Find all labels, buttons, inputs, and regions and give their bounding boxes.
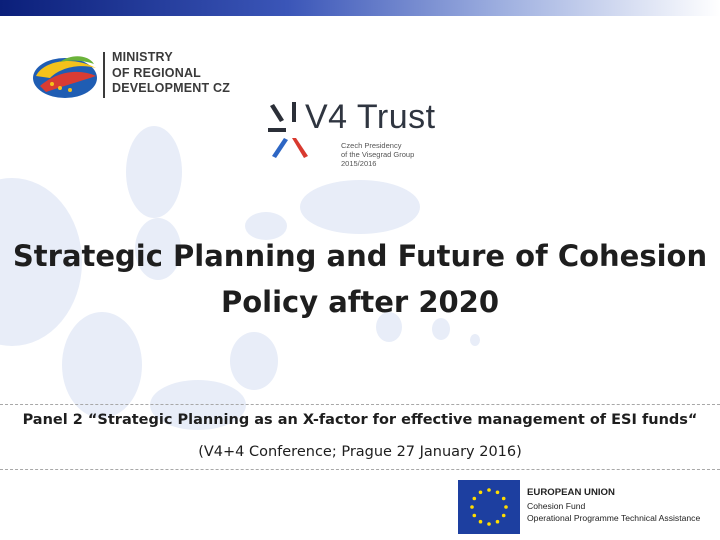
ministry-line-1: MINISTRY — [112, 50, 173, 64]
ministry-line-2: OF REGIONAL — [112, 65, 202, 80]
top-gradient-bar — [0, 0, 720, 16]
slide-title — [0, 233, 720, 325]
background-bubble — [470, 334, 480, 346]
panel-subtitle: Panel 2 “Strategic Planning as an X-factor for effective management of ESI funds“ — [22, 412, 698, 428]
background-bubble — [230, 332, 278, 390]
background-bubble — [126, 126, 182, 218]
ministry-name — [112, 50, 230, 97]
ministry-line-3: DEVELOPMENT CZ — [112, 81, 231, 95]
bottom-divider — [0, 469, 720, 470]
v4-sub-line-3: 2015/2016 — [341, 159, 377, 168]
eu-flag-icon — [458, 480, 520, 534]
conference-info: (V4+4 Conference; Prague 27 January 2016) — [198, 444, 522, 460]
background-bubble — [300, 180, 420, 234]
background-bubble — [62, 312, 142, 418]
v4-trust-subtitle — [341, 141, 414, 168]
ministry-divider — [103, 52, 105, 98]
slide-title-line-1: Strategic Planning and Future of Cohesion — [12, 239, 708, 273]
v4-sub-line-2: of the Visegrad Group — [341, 150, 415, 159]
eu-line-3: Operational Programme Technical Assistance — [527, 513, 701, 524]
top-divider — [0, 404, 720, 405]
eu-funding-label — [527, 487, 700, 525]
eu-line-2: Cohesion Fund — [527, 500, 586, 511]
v4-trust-title: V4 Trust — [305, 98, 436, 136]
eu-line-1: EUROPEAN UNION — [527, 487, 615, 498]
slide-title-line-2: Policy after 2020 — [220, 285, 500, 319]
v4-sub-line-1: Czech Presidency — [341, 141, 402, 150]
